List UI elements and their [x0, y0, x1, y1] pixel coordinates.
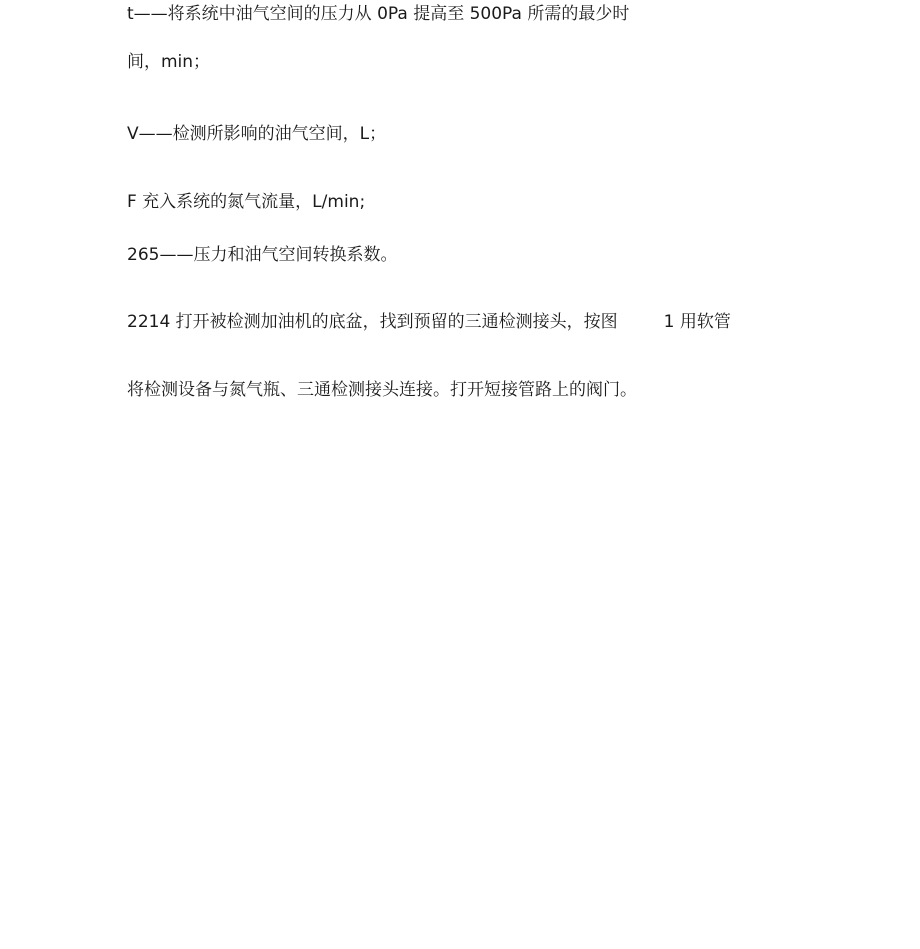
f-definition: F 充入系统的氮气流量，L/min;: [127, 192, 366, 212]
step-2214-line1: [127, 314, 731, 331]
step-2214-line2: 将检测设备与氮气瓶、三通检测接头连接。打开短接管路上的阀门。: [127, 380, 637, 400]
v-definition: V——检测所影响的油气空间，L；: [127, 124, 387, 144]
coefficient-definition: 265——压力和油气空间转换系数。: [127, 245, 398, 265]
step-2214-text: 2214 打开被检测加油机的底盆，找到预留的三通检测接头，按图: [127, 312, 618, 332]
step-2214-figure-ref: 1 用软管: [663, 312, 731, 332]
t-definition-line2: 间，min；: [127, 52, 211, 72]
t-definition-line1: t——将系统中油气空间的压力从 0Pa 提高至 500Pa 所需的最少时: [127, 4, 630, 24]
